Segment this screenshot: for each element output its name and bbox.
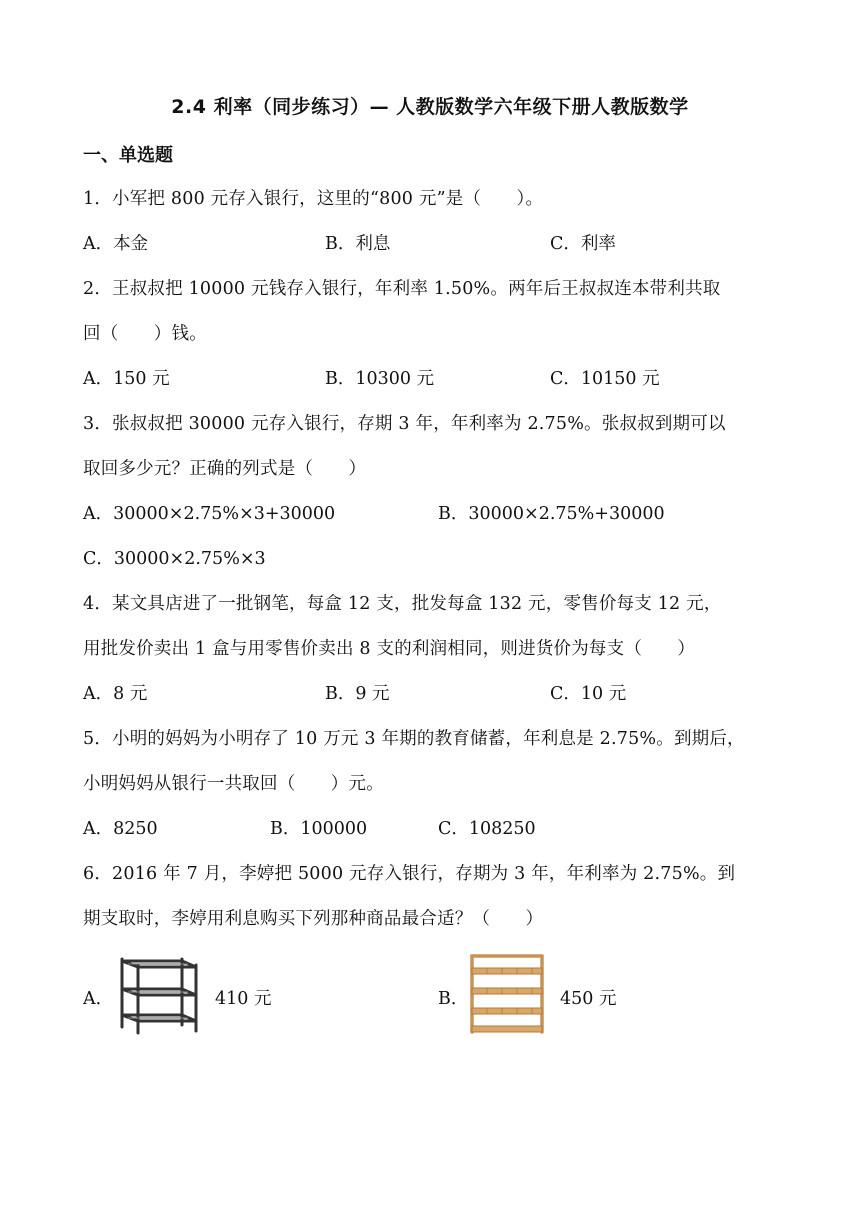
- question-5-option-c: C．108250: [438, 819, 536, 839]
- question-5-option-a: A．8250: [83, 819, 158, 839]
- question-2-stem-line-1: 2．王叔叔把 10000 元钱存入银行，年利率 1.50%。两年后王叔叔连本带利共取: [83, 279, 721, 299]
- question-6-option-b-label: B．: [438, 989, 469, 1009]
- question-2-stem-line-2: 回（ ）钱。: [83, 324, 207, 344]
- question-6-option-a-price: 410 元: [215, 989, 272, 1009]
- question-6-stem-line-2: 期支取时，李婷用利息购买下列那种商品最合适？（ ）: [83, 909, 544, 929]
- question-2-option-c: C．10150 元: [550, 369, 660, 389]
- question-3-option-a: A．30000×2.75%×3+30000: [83, 504, 336, 524]
- question-2-option-a: A．150 元: [83, 369, 170, 389]
- question-6-option-a-label: A．: [83, 989, 114, 1009]
- question-3-stem-line-1: 3．张叔叔把 30000 元存入银行，存期 3 年，年利率为 2.75%。张叔叔到期可以: [83, 414, 726, 434]
- question-5-option-b: B．100000: [270, 819, 368, 839]
- question-5-stem-line-1: 5．小明的妈妈为小明存了 10 万元 3 年期的教育储蓄，年利息是 2.75%。到期后，: [83, 729, 745, 749]
- question-4-stem-line-1: 4．某文具店进了一批钢笔，每盒 12 支，批发每盒 132 元，零售价每支 12 元，: [83, 594, 722, 614]
- question-3-option-b: B．30000×2.75%+30000: [438, 504, 665, 524]
- question-4-stem-line-2: 用批发价卖出 1 盒与用零售价卖出 8 支的利润相同，则进货价为每支（ ）: [83, 639, 696, 659]
- section-heading: 一、单选题: [83, 145, 173, 166]
- question-4-option-b: B．9 元: [325, 684, 390, 704]
- question-3-option-c: C．30000×2.75%×3: [83, 549, 266, 569]
- question-2-option-b: B．10300 元: [325, 369, 435, 389]
- question-5-stem-line-2: 小明妈妈从银行一共取回（ ）元。: [83, 774, 384, 794]
- question-1-option-c: C．利率: [550, 234, 616, 254]
- question-6-stem-line-1: 6．2016 年 7 月，李婷把 5000 元存入银行，存期为 3 年，年利率为 2.75%。到: [83, 864, 736, 884]
- question-3-stem-line-2: 取回多少元？正确的列式是（ ）: [83, 459, 367, 479]
- question-1-stem: 1．小军把 800 元存入银行，这里的“800 元”是（ ）。: [83, 189, 544, 209]
- question-4-option-c: C．10 元: [550, 684, 627, 704]
- question-1-option-b: B．利息: [325, 234, 391, 254]
- bamboo-shoe-rack-image: [462, 950, 552, 1038]
- question-4-option-a: A．8 元: [83, 684, 148, 704]
- metal-shoe-rack-image: [110, 955, 205, 1035]
- page-title: 2.4 利率（同步练习）— 人教版数学六年级下册人教版数学: [171, 96, 689, 118]
- question-1-option-a: A．本金: [83, 234, 149, 254]
- question-6-option-b-price: 450 元: [560, 989, 617, 1009]
